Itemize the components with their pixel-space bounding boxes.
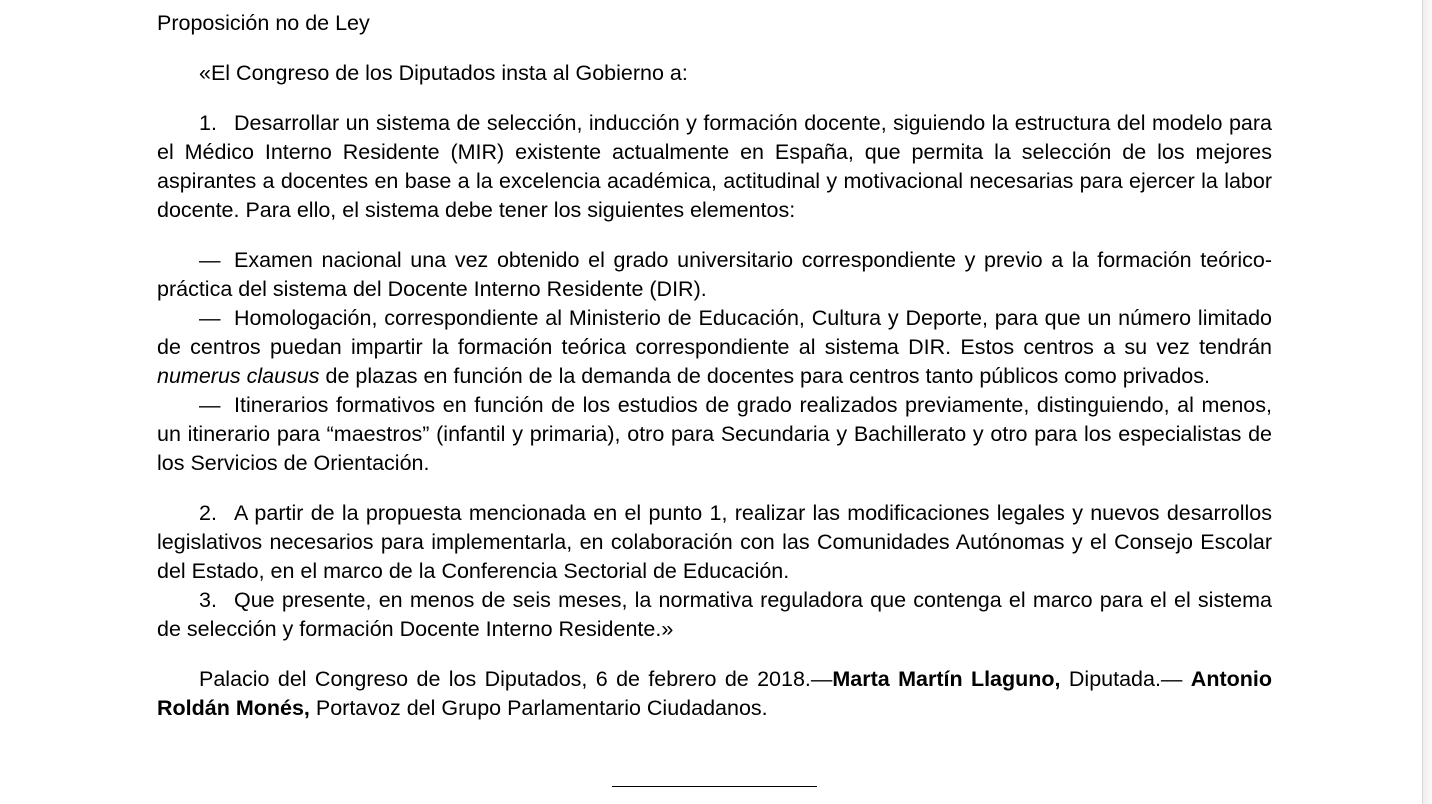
sub-item-text: Examen nacional una vez obtenido el grado universitario correspondiente y previo a la formación teórico-práctica del sistema del Docente Interno Residente (DIR). bbox=[157, 248, 1272, 301]
point-text: Desarrollar un sistema de selección, inducción y formación docente, siguiendo la estructura del modelo para el Médico Interno Residente (MIR) existente actualmente en España, que permita la selección de los mejores aspirantes a docentes en base a la excelencia académica, actitudinal y motivacional necesarias para ejercer la labor docente. Para ello, el sistema debe tener los siguientes elementos: bbox=[157, 111, 1272, 222]
closing-rule bbox=[612, 786, 817, 787]
signer-2-role: Portavoz del Grupo Parlamentario Ciudadanos. bbox=[309, 696, 768, 720]
point-number: 3. bbox=[199, 588, 217, 612]
signer-2-name: Antonio Roldán Monés, bbox=[157, 667, 1272, 720]
sub-item-homologation bbox=[157, 304, 1272, 391]
document-body bbox=[157, 9, 1272, 723]
document-heading: Proposición no de Ley bbox=[157, 11, 370, 35]
page-edge-shadow bbox=[1423, 0, 1432, 804]
sub-item-text: Itinerarios formativos en función de los estudios de grado realizados previamente, distinguiendo, al menos, un itinerario para “maestros” (infantil y primaria), otro para Secundaria y Bachillerato y otro para los especialistas de los Servicios de Orientación. bbox=[157, 393, 1272, 475]
sub-item-text-after: de plazas en función de la demanda de docentes para centros tanto públicos como privados. bbox=[319, 364, 1210, 388]
signature-paragraph bbox=[157, 665, 1272, 723]
intro-paragraph: «El Congreso de los Diputados insta al Gobierno a: bbox=[199, 61, 688, 85]
dash-mark: — bbox=[199, 306, 221, 330]
place-date: Palacio del Congreso de los Diputados, 6 de febrero de 2018.— bbox=[199, 667, 833, 691]
point-number: 1. bbox=[199, 111, 217, 135]
point-3 bbox=[157, 586, 1272, 644]
point-1 bbox=[157, 109, 1272, 225]
point-text: Que presente, en menos de seis meses, la normativa reguladora que contenga el marco para el el sistema de selección y formación Docente Interno Residente.» bbox=[157, 588, 1272, 641]
sub-item-italic-term: numerus clausus bbox=[157, 364, 320, 388]
sub-item-text-before: Homologación, correspondiente al Ministerio de Educación, Cultura y Deporte, para que un número limitado de centros puedan impartir la formación teórica correspondiente al sistema DIR. Estos centros a su vez tendrán bbox=[157, 306, 1272, 359]
sub-item-exam bbox=[157, 246, 1272, 304]
point-2 bbox=[157, 499, 1272, 586]
sub-item-itineraries bbox=[157, 391, 1272, 478]
dash-mark: — bbox=[199, 393, 221, 417]
signer-1-role: Diputada.— bbox=[1060, 667, 1183, 691]
point-text: A partir de la propuesta mencionada en el punto 1, realizar las modificaciones legales y nuevos desarrollos legislativos necesarios para implementarla, en colaboración con las Comunidades Autónomas y el Consejo Escolar del Estado, en el marco de la Conferencia Sectorial de Educación. bbox=[157, 501, 1272, 583]
point-number: 2. bbox=[199, 501, 217, 525]
signer-1-name: Marta Martín Llaguno, bbox=[832, 667, 1061, 691]
dash-mark: — bbox=[199, 248, 221, 272]
